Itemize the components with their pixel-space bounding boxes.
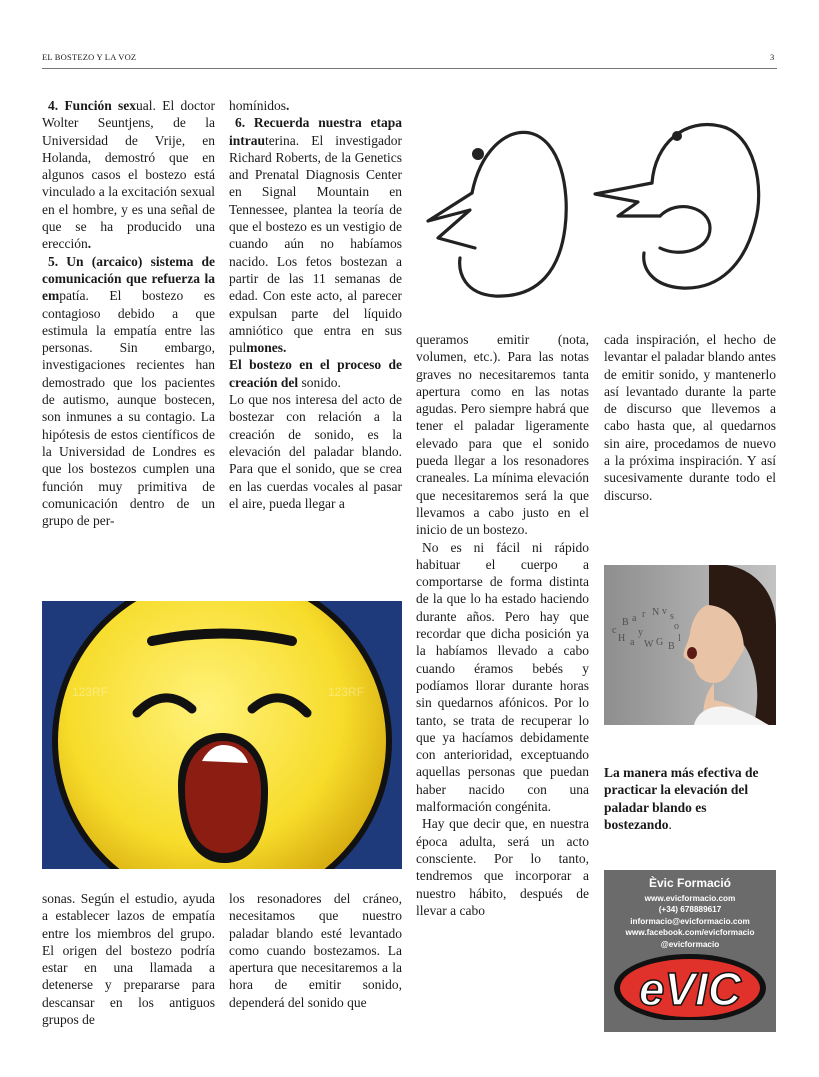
col3-para-1: queramos emitir (nota, volumen, etc.). Para las notas graves no necesitaremos tanta apertura como en las notas agudas. Pero siempre habrá que tener el paladar ligeramente elevado para que el sonido pueda llegar a los resonadores craneales. La mínima elevación que necesitaremos será la que llevamos a cabo justo en el inicio de un bostezo. [416,332,589,538]
ad-facebook: www.facebook.com/evicformacio [625,928,755,938]
point-4: 4. Función sexual. El doctor Wolter Seuntjens, de la Universidad de Vrije, en Holanda, demostró que en algunos casos el bostezo está vinculado a la excitación sexual en el hombre, y es una señal de que se ha producido una erección. [42,98,215,252]
watermark-1: 123RF [72,685,109,699]
sound-paragraph: Lo que nos interesa del acto de bostezar con relación a la creación de sonido, es la elevación del paladar blando. Para que el sonido, que se crea en las cuerdas vocales al pasar el aire, pueda llegar a [229,392,402,511]
col2-bottom-text: los resonadores del cráneo, necesitamos que nuestro paladar blando esté levantado como cuando bostezamos. La apertura que necesitaremos a la hora de emitir sonido, dependerá del sonido que [229,891,402,1010]
column-1-top [42,97,215,529]
svg-text:eVIC: eVIC [638,963,742,1016]
yawning-emoji-image [42,601,402,869]
evic-logo [604,950,776,1020]
evic-formacio-ad [604,870,776,1032]
svg-text:y: y [638,627,643,638]
ad-web: www.evicformacio.com [644,894,736,903]
svg-text:G: G [656,637,664,648]
section-subtitle: El bostezo en el proceso de creación del sonido. [229,357,402,390]
col2-continuation: homínidos. [229,98,290,113]
svg-text:N: N [652,607,660,618]
col4-para-1: cada inspiración, el hecho de levantar el paladar blando antes de emitir sonido, y mantenerlo así levantado durante la parte de discurso que llevemos a cabo hasta que, al quedarnos sin aire, procedamos de nuevo a la próxima inspiración. Y así sucesivamente durante todo el discurso. [604,332,776,503]
column-2-top [229,97,402,512]
svg-text:r: r [642,609,646,620]
point-5: 5. Un (arcaico) sistema de comunicación que refuerza la empatía. El bostezo es contagioso debido a que estimula la empatía entre las personas. Sin embargo, investigaciones recientes han demostrado que los pacientes de autismo, aunque bostecen, son inmunes a su contagio. La hipótesis de estos científicos de la Universidad de Londres es que los bostezos cumplen una función muy primitiva de comunicación dentro de un grupo de per- [42,253,215,529]
svg-text:H: H [618,633,626,644]
col3-para-3: Hay que decir que, en nuestra época adulta, será un acto consciente. Por lo tanto, tendremos que incorporar a nuestro hábito, después de llevar a cabo [416,816,589,918]
header-rule [42,68,777,69]
svg-text:v: v [662,606,667,617]
svg-text:B: B [668,641,675,652]
ad-handle: @evicformacio [660,939,720,949]
point-6: 6. Recuerda nuestra etapa intrauterina. El investigador Richard Roberts, de la Genetics and Prenatal Diagnosis Center en Signal Mountain en Tennessee, plantea la teoría de que el bostezo es un vestigio de cuando aún no habíamos nacido. Los fetos bostezan a partir de las 11 semanas de edad. Con este acto, al parecer expulsan parte del líquido amniótico que entra en sus pulmones. [229,115,402,356]
ad-email: informacio@evicformacio.com [630,916,750,926]
running-header: EL BOSTEZO Y LA VOZ [42,52,137,62]
svg-text:a: a [632,613,637,624]
ad-name: Èvic Formació [648,876,732,890]
column-3 [416,331,589,919]
profile-sketch-illustration [420,98,777,308]
svg-text:c: c [612,625,617,636]
col1-bottom-text: sonas. Según el estudio, ayuda a establecer lazos de empatía entre los miembros del grupo. El origen del bostezo podría estar en una llamada a detenerse y prepararse para descansar en los antiguos grupos de [42,891,215,1028]
photo-caption: La manera más efectiva de practicar la elevación del paladar blando es bostezando. [604,765,759,832]
page-number: 3 [770,52,775,62]
woman-yawning-photo [604,565,776,725]
ad-phone: (+34) 678889617 [658,905,722,915]
column-4 [604,331,776,504]
svg-text:a: a [630,637,635,648]
svg-text:B: B [622,617,629,628]
col3-para-2: No es ni fácil ni rápido habituar el cuerpo a comportarse de forma distinta de la que lo ha estado haciendo durante años. Pero hay que recordar que dicha posición ya la habíamos llevado a cabo cuando éramos bebés y podíamos llorar durante horas sin quedarnos afónicos. Por lo tanto, se trata de recuperar lo que ya hacíamos debidamente con anterioridad, exceptuando aquellas personas que puedan haber nacido con una malformación congénita. [416,539,589,815]
column-2-bottom [229,890,402,1011]
svg-text:W: W [644,639,654,650]
column-1-bottom [42,890,215,1028]
svg-text:o: o [674,621,679,632]
watermark-2: 123RF [328,685,365,699]
svg-text:s: s [670,611,674,622]
svg-text:l: l [678,633,681,644]
